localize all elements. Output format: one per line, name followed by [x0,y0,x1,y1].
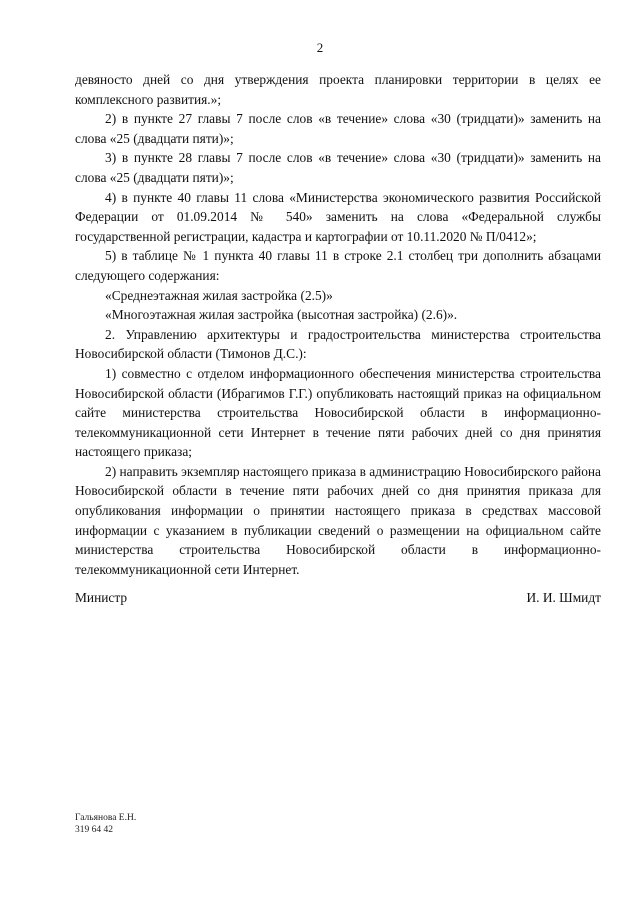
paragraph-subitem-2: 2) направить экземпляр настоящего приказа в администрацию Новосибирского района Новосибирской области в течение пяти рабочих дней со дня принятия приказа для опубликования информации о принятии настоящего приказа в средствах массовой информации с указанием в публикации сведений о размещении на официальном сайте министерства строительства Новосибирской области в информационно-телекоммуникационной сети Интернет. [75,463,601,577]
paragraph-item-3: 3) в пункте 28 главы 7 после слов «в течение» слова «30 (тридцати)» заменить на слова «25 (двадцати пяти)»; [75,150,601,185]
footer-phone: 319 64 42 [75,825,113,835]
signature-block [75,590,601,606]
paragraph-item-5: 5) в таблице № 1 пункта 40 главы 11 в строке 2.1 столбец три дополнить абзацами следующего содержания: [75,248,601,283]
inserted-line-2: «Многоэтажная жилая застройка (высотная застройка) (2.6)». [105,307,458,323]
paragraph-continuation: девяносто дней со дня утверждения проекта планировки территории в целях ее комплексного развития.»; [75,72,601,107]
footer-contact [75,812,136,836]
inserted-line-1: «Среднеэтажная жилая застройка (2.5)» [105,287,333,303]
footer-author: Гальянова Е.Н. [75,813,137,823]
signatory-name: И. И. Шмидт [526,590,601,605]
page-number: 2 [316,40,324,55]
paragraph-item-4: 4) в пункте 40 главы 11 слова «Министерства экономического развития Российской Федерации от 01.09.2014 № 540» заменить на слова «Федеральной службы государственной регистрации, кадастра и картографии от 10.11.2020 № П/0412»; [75,189,601,244]
paragraph-item-2: 2) в пункте 27 главы 7 после слов «в течение» слова «30 (тридцати)» заменить на слова «25 (двадцати пяти)»; [75,111,601,146]
signatory-position: Министр [75,590,128,605]
paragraph-subitem-1: 1) совместно с отделом информационного обеспечения министерства строительства Новосибирской области (Ибрагимов Г.Г.) опубликовать настоящий приказ на официальном сайте министерства строительства Новосибирской области в информационно-телекоммуникационной сети Интернет в течение пяти рабочих дней со дня принятия настоящего приказа; [75,365,601,460]
paragraph-section-2: 2. Управлению архитектуры и градостроительства министерства строительства Новосибирской области (Тимонов Д.С.): [75,326,601,362]
document-body [75,70,601,579]
